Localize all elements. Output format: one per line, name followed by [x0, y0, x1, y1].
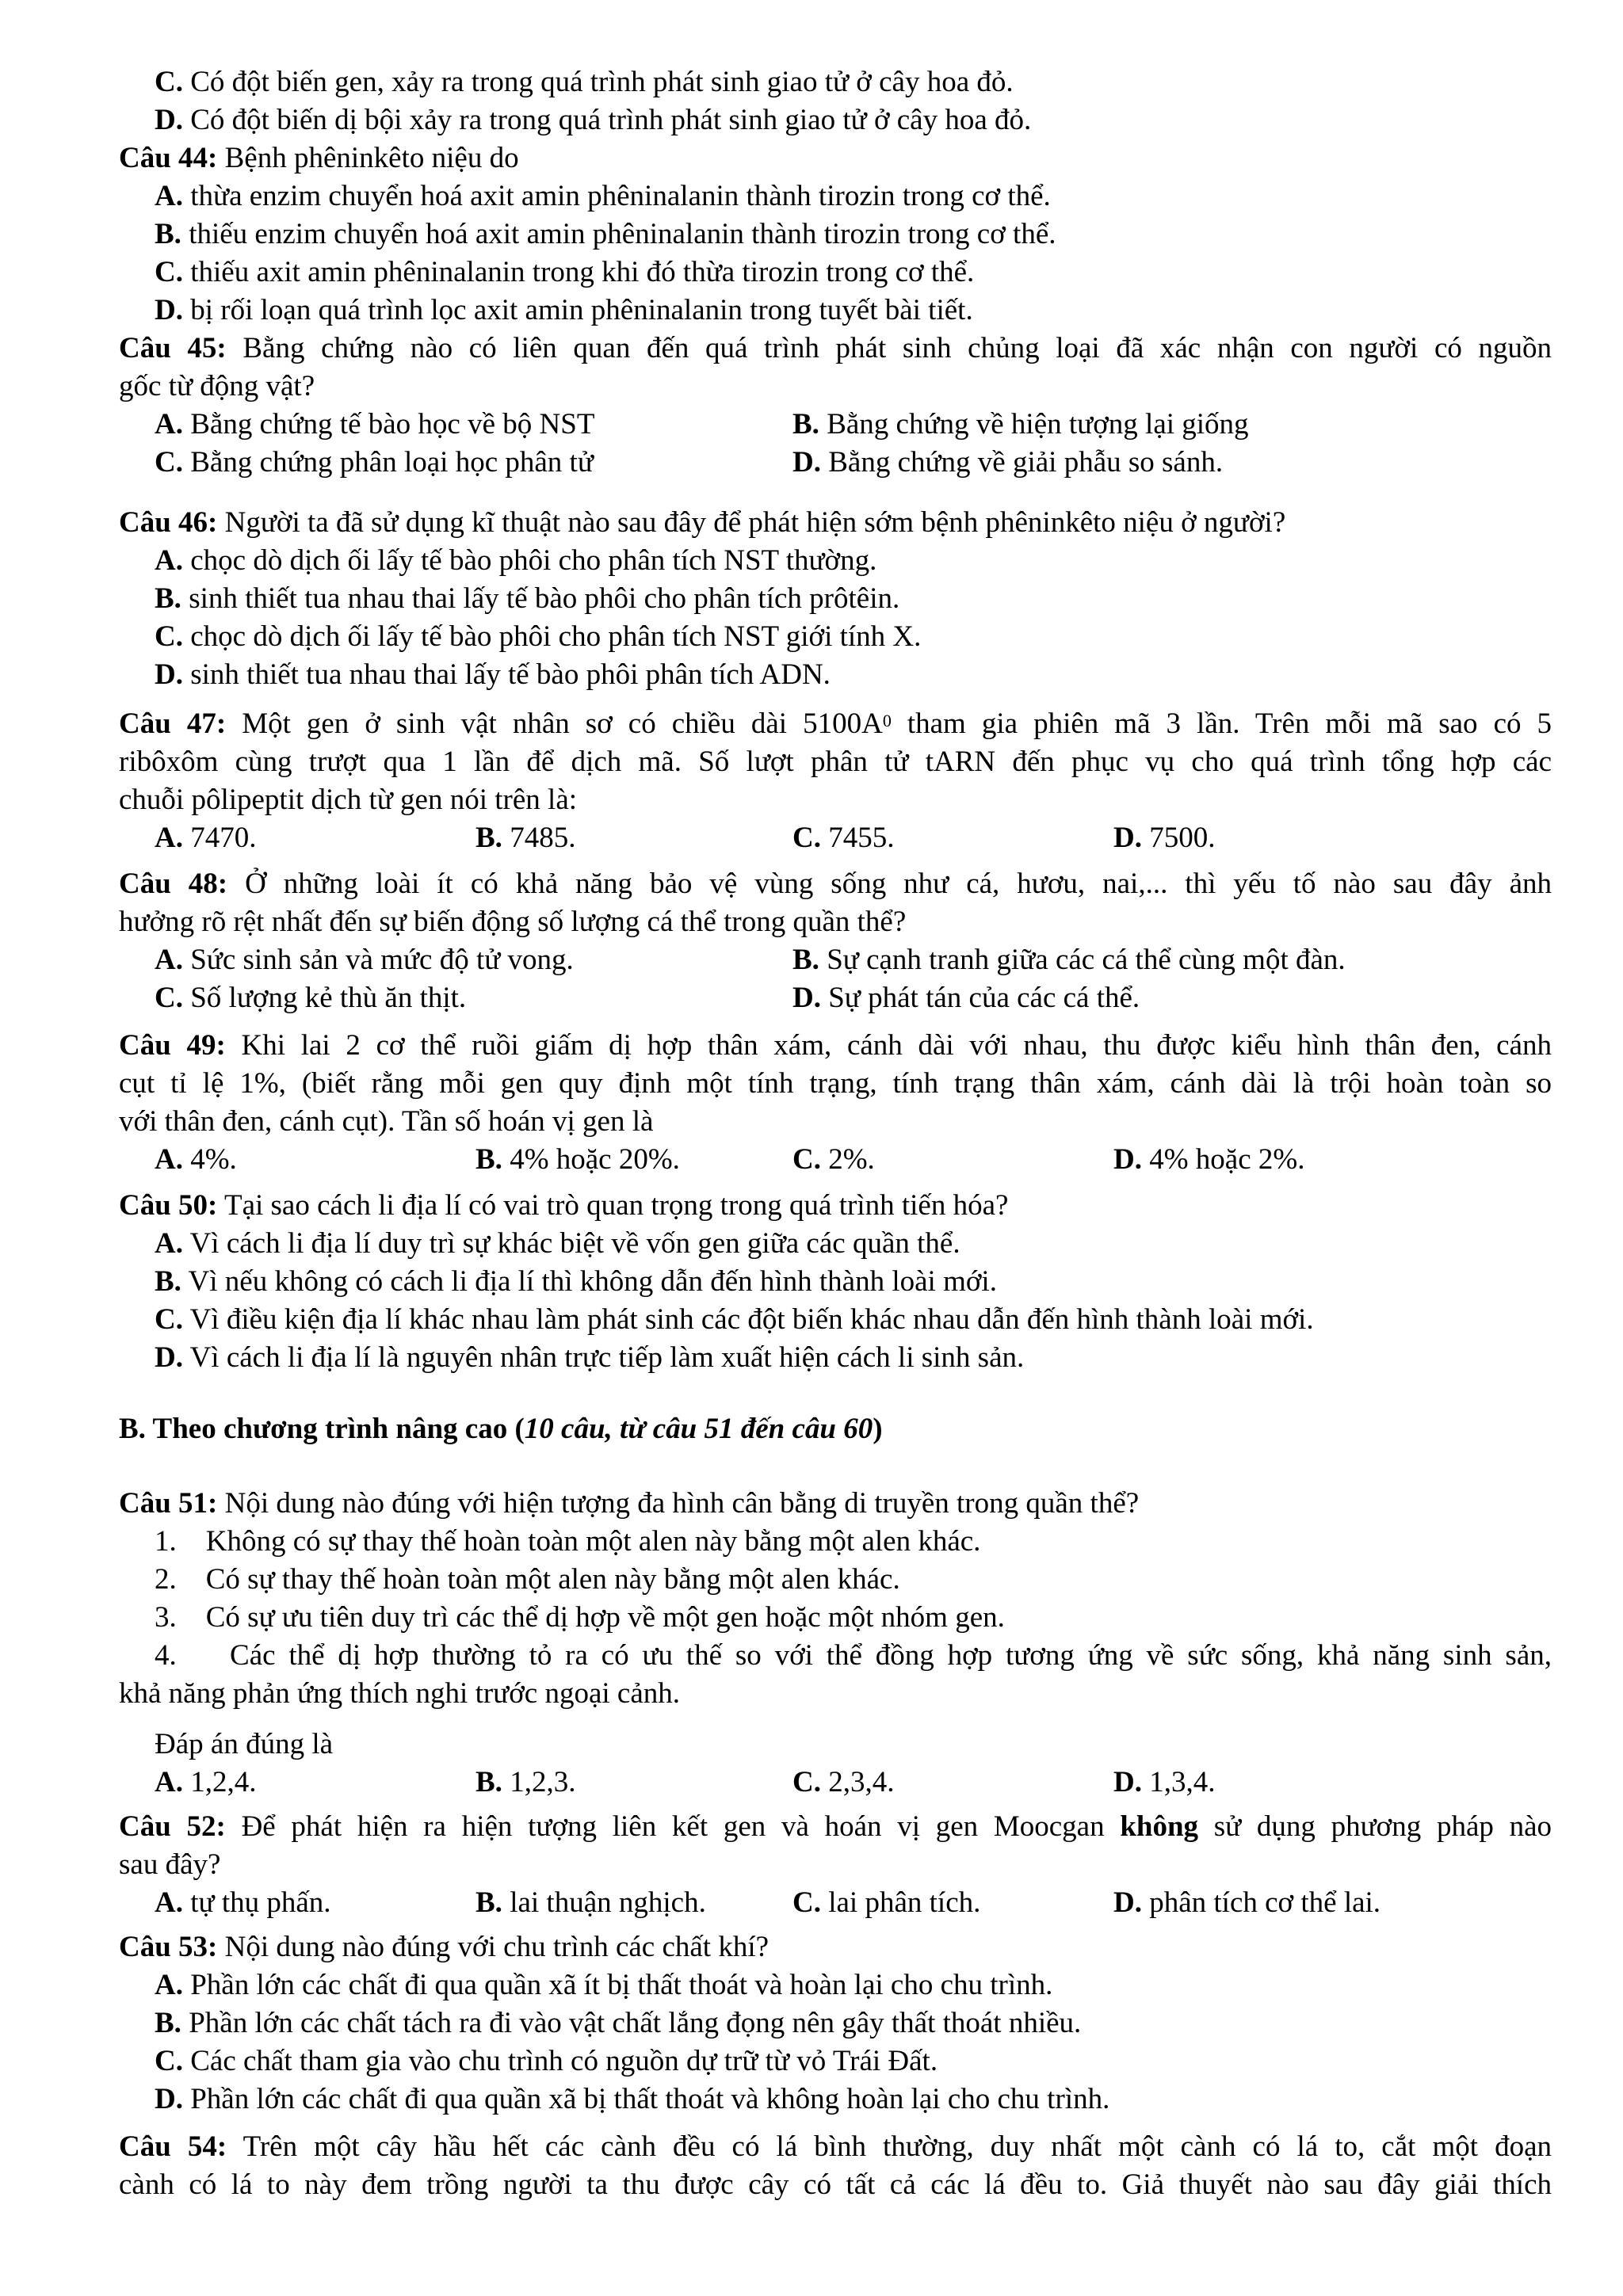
superscript-zero: 0: [882, 711, 892, 730]
option-47c: C. 7455.: [792, 822, 895, 854]
question-47-line3: chuỗi pôlipeptit dịch từ gen nói trên là:: [119, 784, 578, 816]
question-54-line2: cành có lá to này đem trồng người ta thu được cây có tất cả các lá đều to. Giả thuyết nào sau đây giải thích: [119, 2168, 1552, 2201]
option-45d: D. Bằng chứng về giải phẫu so sánh.: [792, 446, 1224, 479]
option-50c: C. Vì điều kiện địa lí khác nhau làm phát sinh các đột biến khác nhau dẫn đến hình thành loài mới.: [155, 1303, 1314, 1336]
option-44b: B. thiếu enzim chuyển hoá axit amin phêninalanin thành tirozin trong cơ thể.: [155, 218, 1056, 250]
option-50d: D. Vì cách li địa lí là nguyên nhân trực tiếp làm xuất hiện cách li sinh sản.: [155, 1341, 1025, 1374]
option-51b: B. 1,2,3.: [475, 1766, 576, 1798]
option-47b: B. 7485.: [475, 822, 576, 854]
question-50: Câu 50: Tại sao cách li địa lí có vai trò quan trọng trong quá trình tiến hóa?: [119, 1189, 1009, 1222]
option-47d: D. 7500.: [1113, 822, 1216, 854]
option-52c: C. lai phân tích.: [792, 1886, 981, 1919]
statement-51-3: 3. Có sự ưu tiên duy trì các thể dị hợp về một gen hoặc một nhóm gen.: [155, 1601, 1005, 1634]
question-45: Câu 45: Bằng chứng nào có liên quan đến quá trình phát sinh chủng loại đã xác nhận con người có nguồn: [119, 332, 1552, 364]
statement-51-2: 2. Có sự thay thế hoàn toàn một alen này bằng một alen khác.: [155, 1563, 900, 1596]
option-52d: D. phân tích cơ thể lai.: [1113, 1886, 1381, 1919]
question-53: Câu 53: Nội dung nào đúng với chu trình các chất khí?: [119, 1931, 769, 1963]
option-49b: B. 4% hoặc 20%.: [475, 1143, 680, 1176]
question-49-line2: cụt tỉ lệ 1%, (biết rằng mỗi gen quy định một tính trạng, tính trạng thân xám, cánh dài là trội hoàn toàn so: [119, 1067, 1552, 1100]
statement-51-1: 1. Không có sự thay thế hoàn toàn một alen này bằng một alen khác.: [155, 1525, 981, 1558]
option-48d: D. Sự phát tán của các cá thể.: [792, 982, 1140, 1014]
option-51a: A. 1,2,4.: [155, 1766, 257, 1798]
option-45a: A. Bằng chứng tế bào học về bộ NST: [155, 408, 595, 441]
option-53b: B. Phần lớn các chất tách ra đi vào vật chất lắng đọng nên gây thất thoát nhiều.: [155, 2007, 1082, 2039]
option-53c: C. Các chất tham gia vào chu trình có nguồn dự trữ từ vỏ Trái Đất.: [155, 2045, 938, 2077]
option-49a: A. 4%.: [155, 1143, 237, 1176]
option-44c: C. thiếu axit amin phêninalanin trong khi đó thừa tirozin trong cơ thể.: [155, 256, 975, 288]
option-53d: D. Phần lớn các chất đi qua quần xã bị thất thoát và không hoàn lại cho chu trình.: [155, 2083, 1110, 2115]
option-50a: A. Vì cách li địa lí duy trì sự khác biệt về vốn gen giữa các quần thể.: [155, 1227, 960, 1260]
question-48-line2: hưởng rõ rệt nhất đến sự biến động số lượng cá thể trong quần thể?: [119, 906, 907, 938]
option-46b: B. sinh thiết tua nhau thai lấy tế bào phôi cho phân tích prôtêin.: [155, 582, 900, 615]
option-48a: A. Sức sinh sản và mức độ tử vong.: [155, 944, 574, 976]
option-53a: A. Phần lớn các chất đi qua quần xã ít bị thất thoát và hoàn lại cho chu trình.: [155, 1969, 1053, 2001]
option-46d: D. sinh thiết tua nhau thai lấy tế bào phôi phân tích ADN.: [155, 658, 831, 691]
option-46c: C. chọc dò dịch ối lấy tế bào phôi cho phân tích NST giới tính X.: [155, 620, 922, 653]
statement-51-4-line2: khả năng phản ứng thích nghi trước ngoại cảnh.: [119, 1677, 681, 1710]
option-49c: C. 2%.: [792, 1143, 875, 1176]
option-52b: B. lai thuận nghịch.: [475, 1886, 706, 1919]
question-48: Câu 48: Ở những loài ít có khả năng bảo vệ vùng sống như cá, hươu, nai,... thì yếu tố nào sau đây ảnh: [119, 868, 1552, 900]
question-47-line2: ribôxôm cùng trượt qua 1 lần để dịch mã. Số lượt phân tử tARN đến phục vụ cho quá trình tổng hợp các: [119, 746, 1552, 778]
question-49-line3: với thân đen, cánh cụt). Tần số hoán vị gen là: [119, 1105, 654, 1138]
question-52: Câu 52: Để phát hiện ra hiện tượng liên kết gen và hoán vị gen Moocgan không sử dụng phương pháp nào: [119, 1810, 1552, 1843]
answer-prompt: Đáp án đúng là: [155, 1728, 334, 1760]
option-51d: D. 1,3,4.: [1113, 1766, 1216, 1798]
option-43c: C. Có đột biến gen, xảy ra trong quá trình phát sinh giao tử ở cây hoa đỏ.: [155, 66, 1014, 98]
question-49: Câu 49: Khi lai 2 cơ thể ruồi giấm dị hợp thân xám, cánh dài với nhau, thu được kiểu hình thân đen, cánh: [119, 1029, 1552, 1062]
option-46a: A. chọc dò dịch ối lấy tế bào phôi cho phân tích NST thường.: [155, 544, 877, 577]
option-51c: C. 2,3,4.: [792, 1766, 895, 1798]
option-49d: D. 4% hoặc 2%.: [1113, 1143, 1305, 1176]
question-47: Câu 47: Một gen ở sinh vật nhân sơ có chiều dài $5100A^0$ tham gia phiên mã 3 lần. Trên mỗi mã sao có 5: [119, 707, 1552, 740]
option-52a: A. tự thụ phấn.: [155, 1886, 331, 1919]
question-51: Câu 51: Nội dung nào đúng với hiện tượng đa hình cân bằng di truyền trong quần thể?: [119, 1487, 1140, 1520]
option-43d: D. Có đột biến dị bội xảy ra trong quá trình phát sinh giao tử ở cây hoa đỏ.: [155, 104, 1032, 136]
option-44a: A. thừa enzim chuyển hoá axit amin phêninalanin thành tirozin trong cơ thể.: [155, 180, 1051, 212]
question-45-line2: gốc từ động vật?: [119, 370, 315, 402]
question-52-line2: sau đây?: [119, 1848, 221, 1881]
statement-51-4: 4. Các thể dị hợp thường tỏ ra có ưu thế so với thể đồng hợp tương ứng về sức sống, khả năng sinh sản,: [155, 1639, 1552, 1672]
section-b-heading: B. Theo chương trình nâng cao (10 câu, từ câu 51 đến câu 60): [119, 1413, 883, 1445]
question-44: Câu 44: Bệnh phêninkêto niệu do: [119, 142, 519, 174]
option-50b: B. Vì nếu không có cách li địa lí thì không dẫn đến hình thành loài mới.: [155, 1265, 997, 1298]
option-44d: D. bị rối loạn quá trình lọc axit amin phêninalanin trong tuyết bài tiết.: [155, 294, 973, 326]
question-54: Câu 54: Trên một cây hầu hết các cành đều có lá bình thường, duy nhất một cành có lá to, cắt một đoạn: [119, 2130, 1552, 2163]
question-46: Câu 46: Người ta đã sử dụng kĩ thuật nào sau đây để phát hiện sớm bệnh phêninkêto niệu ở người?: [119, 506, 1286, 539]
option-45c: C. Bằng chứng phân loại học phân tử: [155, 446, 594, 479]
option-45b: B. Bằng chứng về hiện tượng lại giống: [792, 408, 1249, 441]
option-47a: A. 7470.: [155, 822, 257, 854]
option-48b: B. Sự cạnh tranh giữa các cá thể cùng một đàn.: [792, 944, 1346, 976]
option-48c: C. Số lượng kẻ thù ăn thịt.: [155, 982, 467, 1014]
